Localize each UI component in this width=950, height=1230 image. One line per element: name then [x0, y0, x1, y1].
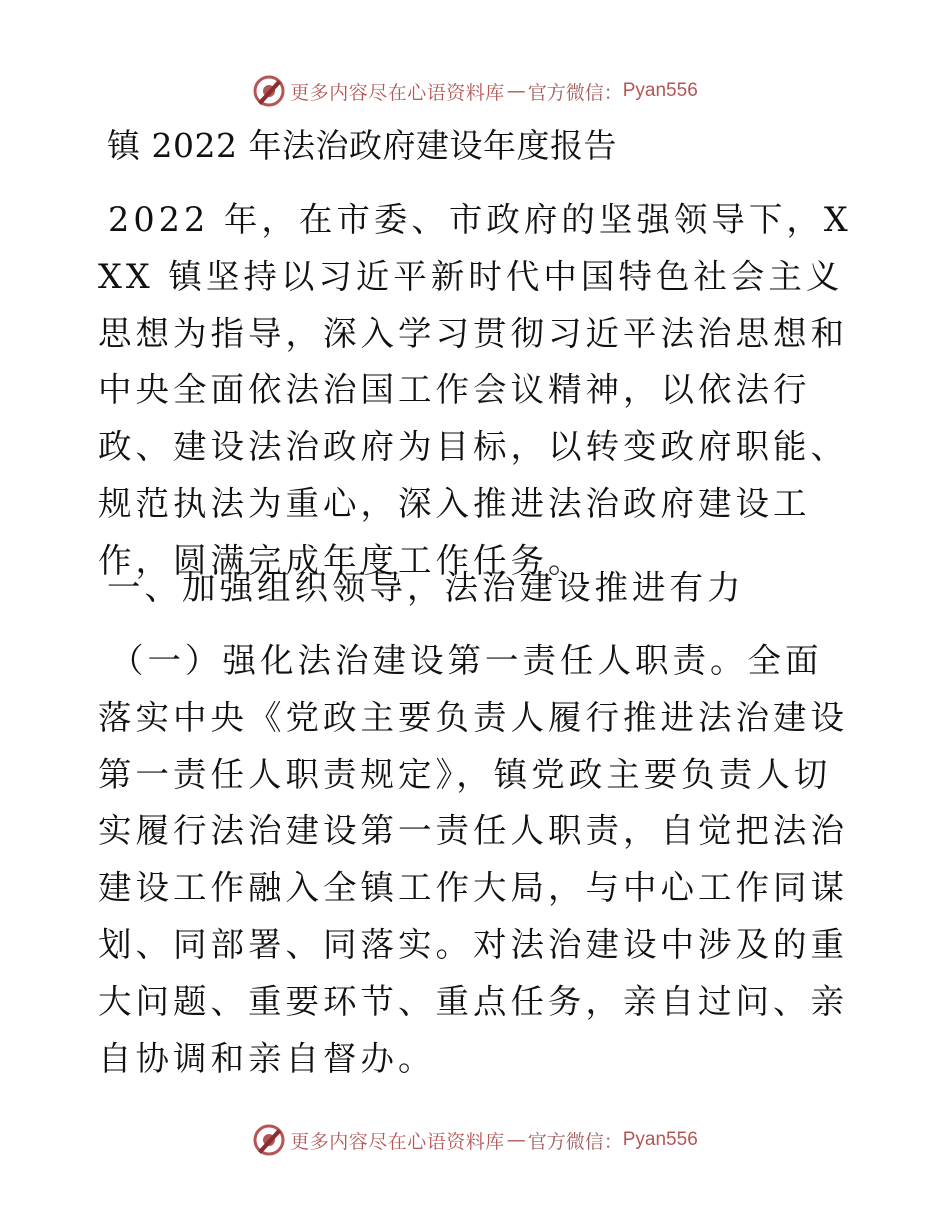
watermark-wechat-id: Pyan556: [622, 80, 698, 101]
document-title: 镇 2022 年法治政府建设年度报告: [107, 126, 617, 165]
section-heading: 一、加强组织领导，法治建设推进有力: [107, 568, 745, 607]
quill-seal-icon: [252, 1123, 286, 1157]
watermark-wechat-label: 官方微信：: [527, 81, 623, 104]
watermark-separator: —: [506, 1129, 526, 1151]
quill-seal-icon: [252, 74, 286, 108]
watermark-wechat-id: Pyan556: [622, 1129, 698, 1150]
section-item-paragraph: （一）强化法治建设第一责任人职责。全面落实中央《党政主要负责人履行推进法治建设第一责任人职责规定》，镇党政主要负责人切实履行法治建设第一责任人职责，自觉把法治建设工作融入全镇工作大局，与中心工作同谋划、同部署、同落实。对法治建设中涉及的重大问题、重要环节、重点任务，亲自过问、亲自协调和亲自督办。: [98, 641, 848, 1078]
watermark-text: 更多内容尽在心语资料库: [290, 1130, 505, 1153]
watermark-text: 更多内容尽在心语资料库: [290, 81, 505, 104]
watermark-header: [0, 71, 950, 111]
watermark-separator: —: [506, 80, 526, 102]
watermark-wechat-label: 官方微信：: [527, 1130, 623, 1153]
watermark-footer: [0, 1120, 950, 1160]
intro-paragraph: 2022 年，在市委、市政府的坚强领导下，XXX 镇坚持以习近平新时代中国特色社会主义思想为指导，深入学习贯彻习近平法治思想和中央全面依法治国工作会议精神，以依法行政、建设法治政府为目标，以转变政府职能、规范执法为重心，深入推进法治政府建设工作，圆满完成年度工作任务。: [98, 200, 852, 580]
